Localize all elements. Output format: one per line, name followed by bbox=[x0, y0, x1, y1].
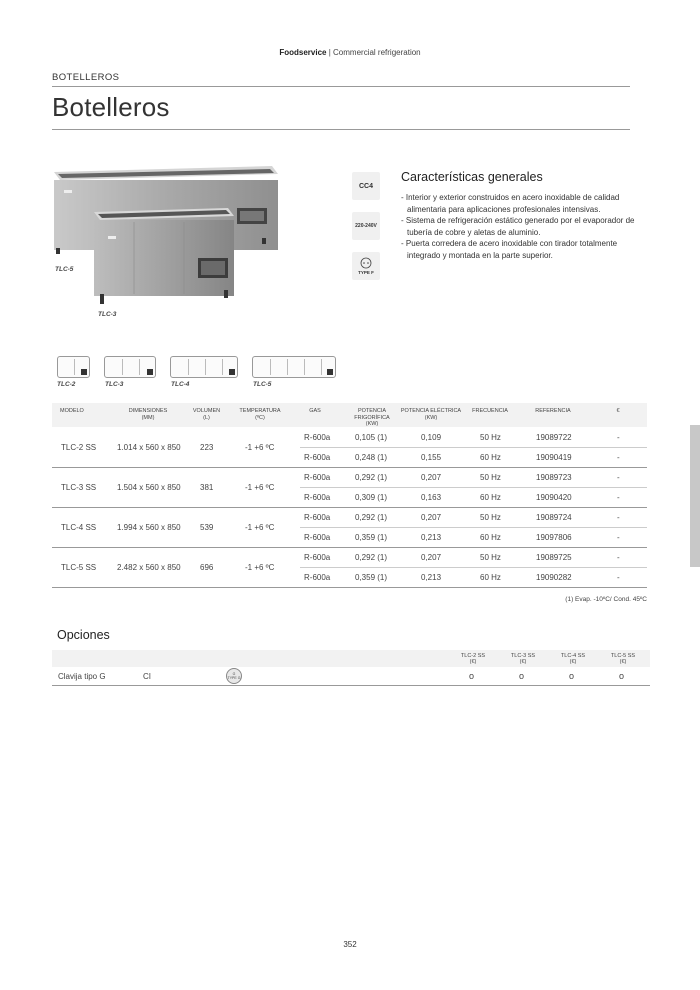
voltage-label: 220-240V bbox=[355, 223, 377, 229]
plug-type-g-icon bbox=[226, 668, 242, 684]
opt-col-unit: (€) bbox=[619, 659, 627, 665]
title-rule bbox=[52, 129, 630, 130]
spec-pel: 0,213 bbox=[421, 573, 442, 582]
spec-ref: 19090419 bbox=[536, 453, 572, 462]
th-pel-unit: (KW) bbox=[424, 414, 438, 421]
energy-class-icon bbox=[352, 172, 380, 200]
model-volume: 381 bbox=[200, 483, 214, 492]
plug-type-f-icon bbox=[352, 252, 380, 280]
spec-pel: 0,207 bbox=[421, 473, 442, 482]
thumb-label: TLC-5 bbox=[253, 381, 272, 388]
spec-eur: - bbox=[617, 573, 620, 582]
spec-pel: 0,207 bbox=[421, 513, 442, 522]
opt-col-unit: (€) bbox=[469, 659, 477, 665]
spec-eur: - bbox=[617, 533, 620, 542]
opt-col-name: TLC-5 SS bbox=[610, 653, 636, 659]
spec-gas: R-600a bbox=[304, 433, 331, 442]
th-dim-unit: (MM) bbox=[141, 414, 155, 421]
option-availability: o bbox=[469, 671, 475, 681]
feature-item: - Sistema de refrigeración estático generado por el evaporador de tubería de cobre y aletas de aluminio. bbox=[401, 216, 635, 237]
th-frecuencia: FRECUENCIA bbox=[472, 408, 508, 414]
model-dimensions: 2.482 x 560 x 850 bbox=[117, 563, 181, 572]
spec-eur: - bbox=[617, 553, 620, 562]
top-rule bbox=[52, 86, 630, 87]
option-availability: o bbox=[519, 671, 525, 681]
row-divider bbox=[300, 527, 647, 528]
spec-freq: 50 Hz bbox=[480, 553, 501, 562]
model-volume: 223 bbox=[200, 443, 214, 452]
features-title: Características generales bbox=[401, 170, 543, 184]
spec-gas: R-600a bbox=[304, 493, 331, 502]
spec-pot: 0,248 (1) bbox=[355, 453, 388, 462]
row-divider bbox=[300, 447, 647, 448]
spec-gas: R-600a bbox=[304, 553, 331, 562]
spec-pel: 0,155 bbox=[421, 453, 442, 462]
options-table-header bbox=[52, 650, 650, 667]
option-availability: o bbox=[569, 671, 575, 681]
spec-pot: 0,292 (1) bbox=[355, 513, 388, 522]
spec-pot: 0,105 (1) bbox=[355, 433, 388, 442]
model-name: TLC-5 SS bbox=[61, 563, 97, 572]
th-potencia-electrica bbox=[398, 408, 464, 421]
model-temperature: -1 +6 ºC bbox=[245, 563, 275, 572]
socket-icon bbox=[360, 257, 372, 269]
th-pel-label: POTENCIA ELÉCTRICA bbox=[400, 408, 462, 414]
spec-freq: 60 Hz bbox=[480, 573, 501, 582]
option-availability: o bbox=[619, 671, 625, 681]
spec-freq: 50 Hz bbox=[480, 473, 501, 482]
opt-col-unit: (€) bbox=[569, 659, 577, 665]
spec-pot: 0,292 (1) bbox=[355, 553, 388, 562]
group-divider bbox=[52, 547, 647, 548]
th-pot-label-2: FRIGORÍFICA bbox=[354, 414, 390, 421]
th-volumen bbox=[184, 408, 229, 421]
row-divider bbox=[300, 567, 647, 568]
opt-col-tlc-3 bbox=[503, 653, 543, 665]
spec-pel: 0,207 bbox=[421, 553, 442, 562]
spec-pot: 0,309 (1) bbox=[355, 493, 388, 502]
options-title: Opciones bbox=[57, 628, 110, 642]
th-temp-unit: (ºC) bbox=[255, 414, 265, 421]
spec-table-header bbox=[52, 403, 647, 427]
running-header bbox=[0, 48, 700, 57]
header-separator: | bbox=[326, 48, 334, 57]
image-label-tlc-5: TLC-5 bbox=[55, 266, 74, 273]
options-rule bbox=[52, 685, 650, 686]
th-referencia: REFERENCIA bbox=[535, 408, 571, 414]
opt-col-tlc-2 bbox=[453, 653, 493, 665]
image-label-tlc-3: TLC-3 bbox=[98, 311, 117, 318]
spec-eur: - bbox=[617, 433, 620, 442]
opt-col-tlc-4 bbox=[553, 653, 593, 665]
table-footnote: (1) Evap. -10ºC/ Cond. 45ºC bbox=[565, 596, 647, 603]
spec-ref: 19089723 bbox=[536, 473, 572, 482]
th-temperatura bbox=[234, 408, 286, 421]
spec-pot: 0,359 (1) bbox=[355, 533, 388, 542]
th-modelo: MODELO bbox=[60, 408, 84, 414]
th-pot-label: POTENCIA bbox=[357, 408, 387, 414]
model-dimensions: 1.504 x 560 x 850 bbox=[117, 483, 181, 492]
group-divider bbox=[52, 507, 647, 508]
header-section: Commercial refrigeration bbox=[333, 48, 421, 57]
thumb-tlc-3 bbox=[104, 356, 156, 378]
spec-gas: R-600a bbox=[304, 453, 331, 462]
spec-pel: 0,109 bbox=[421, 433, 442, 442]
th-gas: GAS bbox=[309, 408, 321, 414]
category-label: BOTELLEROS bbox=[52, 72, 120, 83]
side-tab bbox=[690, 425, 700, 567]
model-volume: 696 bbox=[200, 563, 214, 572]
model-temperature: -1 +6 ºC bbox=[245, 443, 275, 452]
thumb-tlc-5 bbox=[252, 356, 336, 378]
feature-item: - Interior y exterior construidos en acero inoxidable de calidad alimentaria para aplicaciones profesionales intensivas. bbox=[401, 193, 620, 214]
spec-gas: R-600a bbox=[304, 533, 331, 542]
spec-gas: R-600a bbox=[304, 513, 331, 522]
feature-item: - Puerta corredera de acero inoxidable con tirador totalmente integrado y montada en la parte superior. bbox=[401, 239, 618, 260]
opt-col-name: TLC-4 SS bbox=[560, 653, 586, 659]
th-euro: € bbox=[616, 408, 620, 414]
features-list bbox=[401, 192, 641, 261]
spec-ref: 19097806 bbox=[536, 533, 572, 542]
spec-eur: - bbox=[617, 473, 620, 482]
thumb-tlc-4 bbox=[170, 356, 238, 378]
th-dimensiones bbox=[118, 408, 178, 421]
energy-class-label: CC4 bbox=[358, 182, 373, 190]
model-temperature: -1 +6 ºC bbox=[245, 483, 275, 492]
header-brand: Foodservice bbox=[279, 48, 327, 57]
spec-eur: - bbox=[617, 513, 620, 522]
voltage-icon bbox=[352, 212, 380, 240]
model-name: TLC-2 SS bbox=[61, 443, 97, 452]
opt-col-name: TLC-3 SS bbox=[510, 653, 536, 659]
spec-gas: R-600a bbox=[304, 573, 331, 582]
spec-freq: 50 Hz bbox=[480, 433, 501, 442]
model-name: TLC-3 SS bbox=[61, 483, 97, 492]
opt-col-tlc-5 bbox=[603, 653, 643, 665]
spec-eur: - bbox=[617, 453, 620, 462]
th-temp-label: TEMPERATURA bbox=[239, 408, 281, 414]
page-number: 352 bbox=[343, 940, 357, 949]
spec-freq: 50 Hz bbox=[480, 513, 501, 522]
spec-freq: 60 Hz bbox=[480, 533, 501, 542]
spec-ref: 19090282 bbox=[536, 573, 572, 582]
page-title: Botelleros bbox=[52, 92, 170, 122]
plug-type-label: TYPE F bbox=[358, 270, 374, 275]
thumb-tlc-2 bbox=[57, 356, 90, 378]
spec-pot: 0,292 (1) bbox=[355, 473, 388, 482]
model-temperature: -1 +6 ºC bbox=[245, 523, 275, 532]
th-vol-label: VOLUMEN bbox=[192, 408, 221, 414]
th-dim-label: DIMENSIONES bbox=[128, 408, 168, 414]
spec-freq: 60 Hz bbox=[480, 453, 501, 462]
product-image bbox=[52, 160, 282, 320]
spec-ref: 19089722 bbox=[536, 433, 572, 442]
th-potencia-frigorifica bbox=[344, 408, 400, 428]
group-divider bbox=[52, 467, 647, 468]
plug-g-letter: G bbox=[232, 672, 236, 676]
thumb-label: TLC-3 bbox=[105, 381, 124, 388]
spec-pot: 0,359 (1) bbox=[355, 573, 388, 582]
group-divider bbox=[52, 587, 647, 588]
th-pot-unit: (KW) bbox=[365, 421, 379, 427]
spec-ref: 19090420 bbox=[536, 493, 572, 502]
model-name: TLC-4 SS bbox=[61, 523, 97, 532]
model-volume: 539 bbox=[200, 523, 214, 532]
row-divider bbox=[300, 487, 647, 488]
spec-pel: 0,163 bbox=[421, 493, 442, 502]
thumb-label: TLC-2 bbox=[57, 381, 76, 388]
option-label: Clavija tipo G bbox=[58, 672, 106, 681]
thumb-label: TLC-4 bbox=[171, 381, 190, 388]
opt-col-name: TLC-2 SS bbox=[460, 653, 486, 659]
spec-gas: R-600a bbox=[304, 473, 331, 482]
th-vol-unit: (L) bbox=[203, 414, 210, 421]
model-dimensions: 1.994 x 560 x 850 bbox=[117, 523, 181, 532]
spec-freq: 60 Hz bbox=[480, 493, 501, 502]
plug-g-label: TYPE G bbox=[227, 676, 241, 680]
spec-ref: 19089725 bbox=[536, 553, 572, 562]
spec-ref: 19089724 bbox=[536, 513, 572, 522]
spec-eur: - bbox=[617, 493, 620, 502]
model-dimensions: 1.014 x 560 x 850 bbox=[117, 443, 181, 452]
option-code: CI bbox=[143, 672, 151, 681]
spec-pel: 0,213 bbox=[421, 533, 442, 542]
opt-col-unit: (€) bbox=[519, 659, 527, 665]
